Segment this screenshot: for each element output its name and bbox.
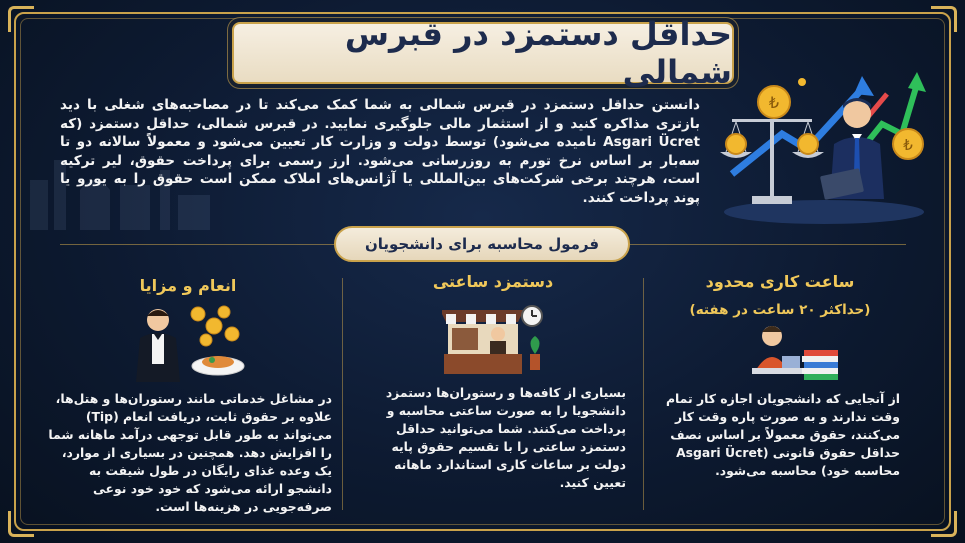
tips-title: انعام و مزایا xyxy=(139,276,237,295)
divider-line xyxy=(630,244,906,245)
title-banner xyxy=(232,15,734,91)
waiter-coins-illustration xyxy=(128,304,248,384)
svg-text:₺: ₺ xyxy=(768,93,780,112)
corner-ornament xyxy=(8,511,34,537)
businessman-scale-coins-illustration xyxy=(712,64,936,224)
page-title: حداقل دستمزد در قبرس شمالی xyxy=(344,15,732,91)
tips-text: در مشاغل خدماتی مانند رستوران‌ها و هتل‌ها، علاوه بر حقوق ثابت، دریافت انعام (Tip) می‌تواند به طور قابل توجهی درآمد ماهانه شما را افزایش دهد. همچنین در بسیاری از موارد، یک وعده غذای رایگان در طول شیفت به دانشجو ارائه می‌شود که خود خود نوعی صرفه‌جویی در هزینه‌ها است. xyxy=(48,391,332,514)
svg-text:₺: ₺ xyxy=(903,136,913,154)
section-title: فرمول محاسبه برای دانشجویان xyxy=(364,235,600,253)
limited-hours-column xyxy=(650,270,910,510)
intro-paragraph: دانستن حداقل دستمزد در قبرس شمالی به شما کمک می‌کند تا در مصاحبه‌های شغلی با دید بازتری مذاکره کنید و از استثمار مالی جلوگیری نمایید. در قبرس شمالی، حداقل دستمزد (که Asgari Ücret نامیده می‌شود) توسط دولت و وزارت کار تعیین می‌شود و معمولاً سالانه دو تا سه‌بار بر اساس نرخ تورم به روزرسانی می‌شود. ارز رسمی برای پرداخت حقوق، لیر ترکیه است، هرچند برخی شرکت‌های بین‌المللی یا آژانس‌های املاک ممکن است حقوق را به یورو یا پوند پرداخت کنند. xyxy=(60,97,700,206)
section-heading xyxy=(334,226,630,262)
corner-ornament xyxy=(8,6,34,32)
limited-hours-title: ساعت کاری محدود xyxy=(705,272,855,291)
student-studying-illustration xyxy=(742,322,842,384)
cafe-shop-clock-illustration xyxy=(442,304,548,376)
hourly-wage-title: دستمزد ساعتی xyxy=(432,272,554,291)
column-divider xyxy=(643,278,644,510)
hourly-wage-text: بسیاری از کافه‌ها و رستوران‌ها دستمزد دانشجویا را به صورت ساعتی محاسبه و پرداخت می‌کنند. شما می‌توانید حداقل دستمزد ساعتی را با تقسیم حقوق پایه دولت بر ساعات کاری استاندارد ماهانه تعیین کنید. xyxy=(385,385,626,490)
tips-column xyxy=(42,270,334,514)
hourly-wage-column xyxy=(350,270,636,510)
corner-ornament xyxy=(931,6,957,32)
limited-hours-subtitle: (حداکثر ۲۰ ساعت در هفته) xyxy=(689,302,871,318)
limited-hours-text: از آنجایی که دانشجویان اجازه کار تمام وقت ندارند و به صورت پاره وقت کار می‌کنند، حقوق معمولاً بر اساس نصف حداقل حقوق قانونی (Asgari Ücret محاسبه خود) محاسبه می‌شود. xyxy=(665,391,900,478)
column-divider xyxy=(342,278,343,510)
corner-ornament xyxy=(931,511,957,537)
divider-line xyxy=(60,244,334,245)
